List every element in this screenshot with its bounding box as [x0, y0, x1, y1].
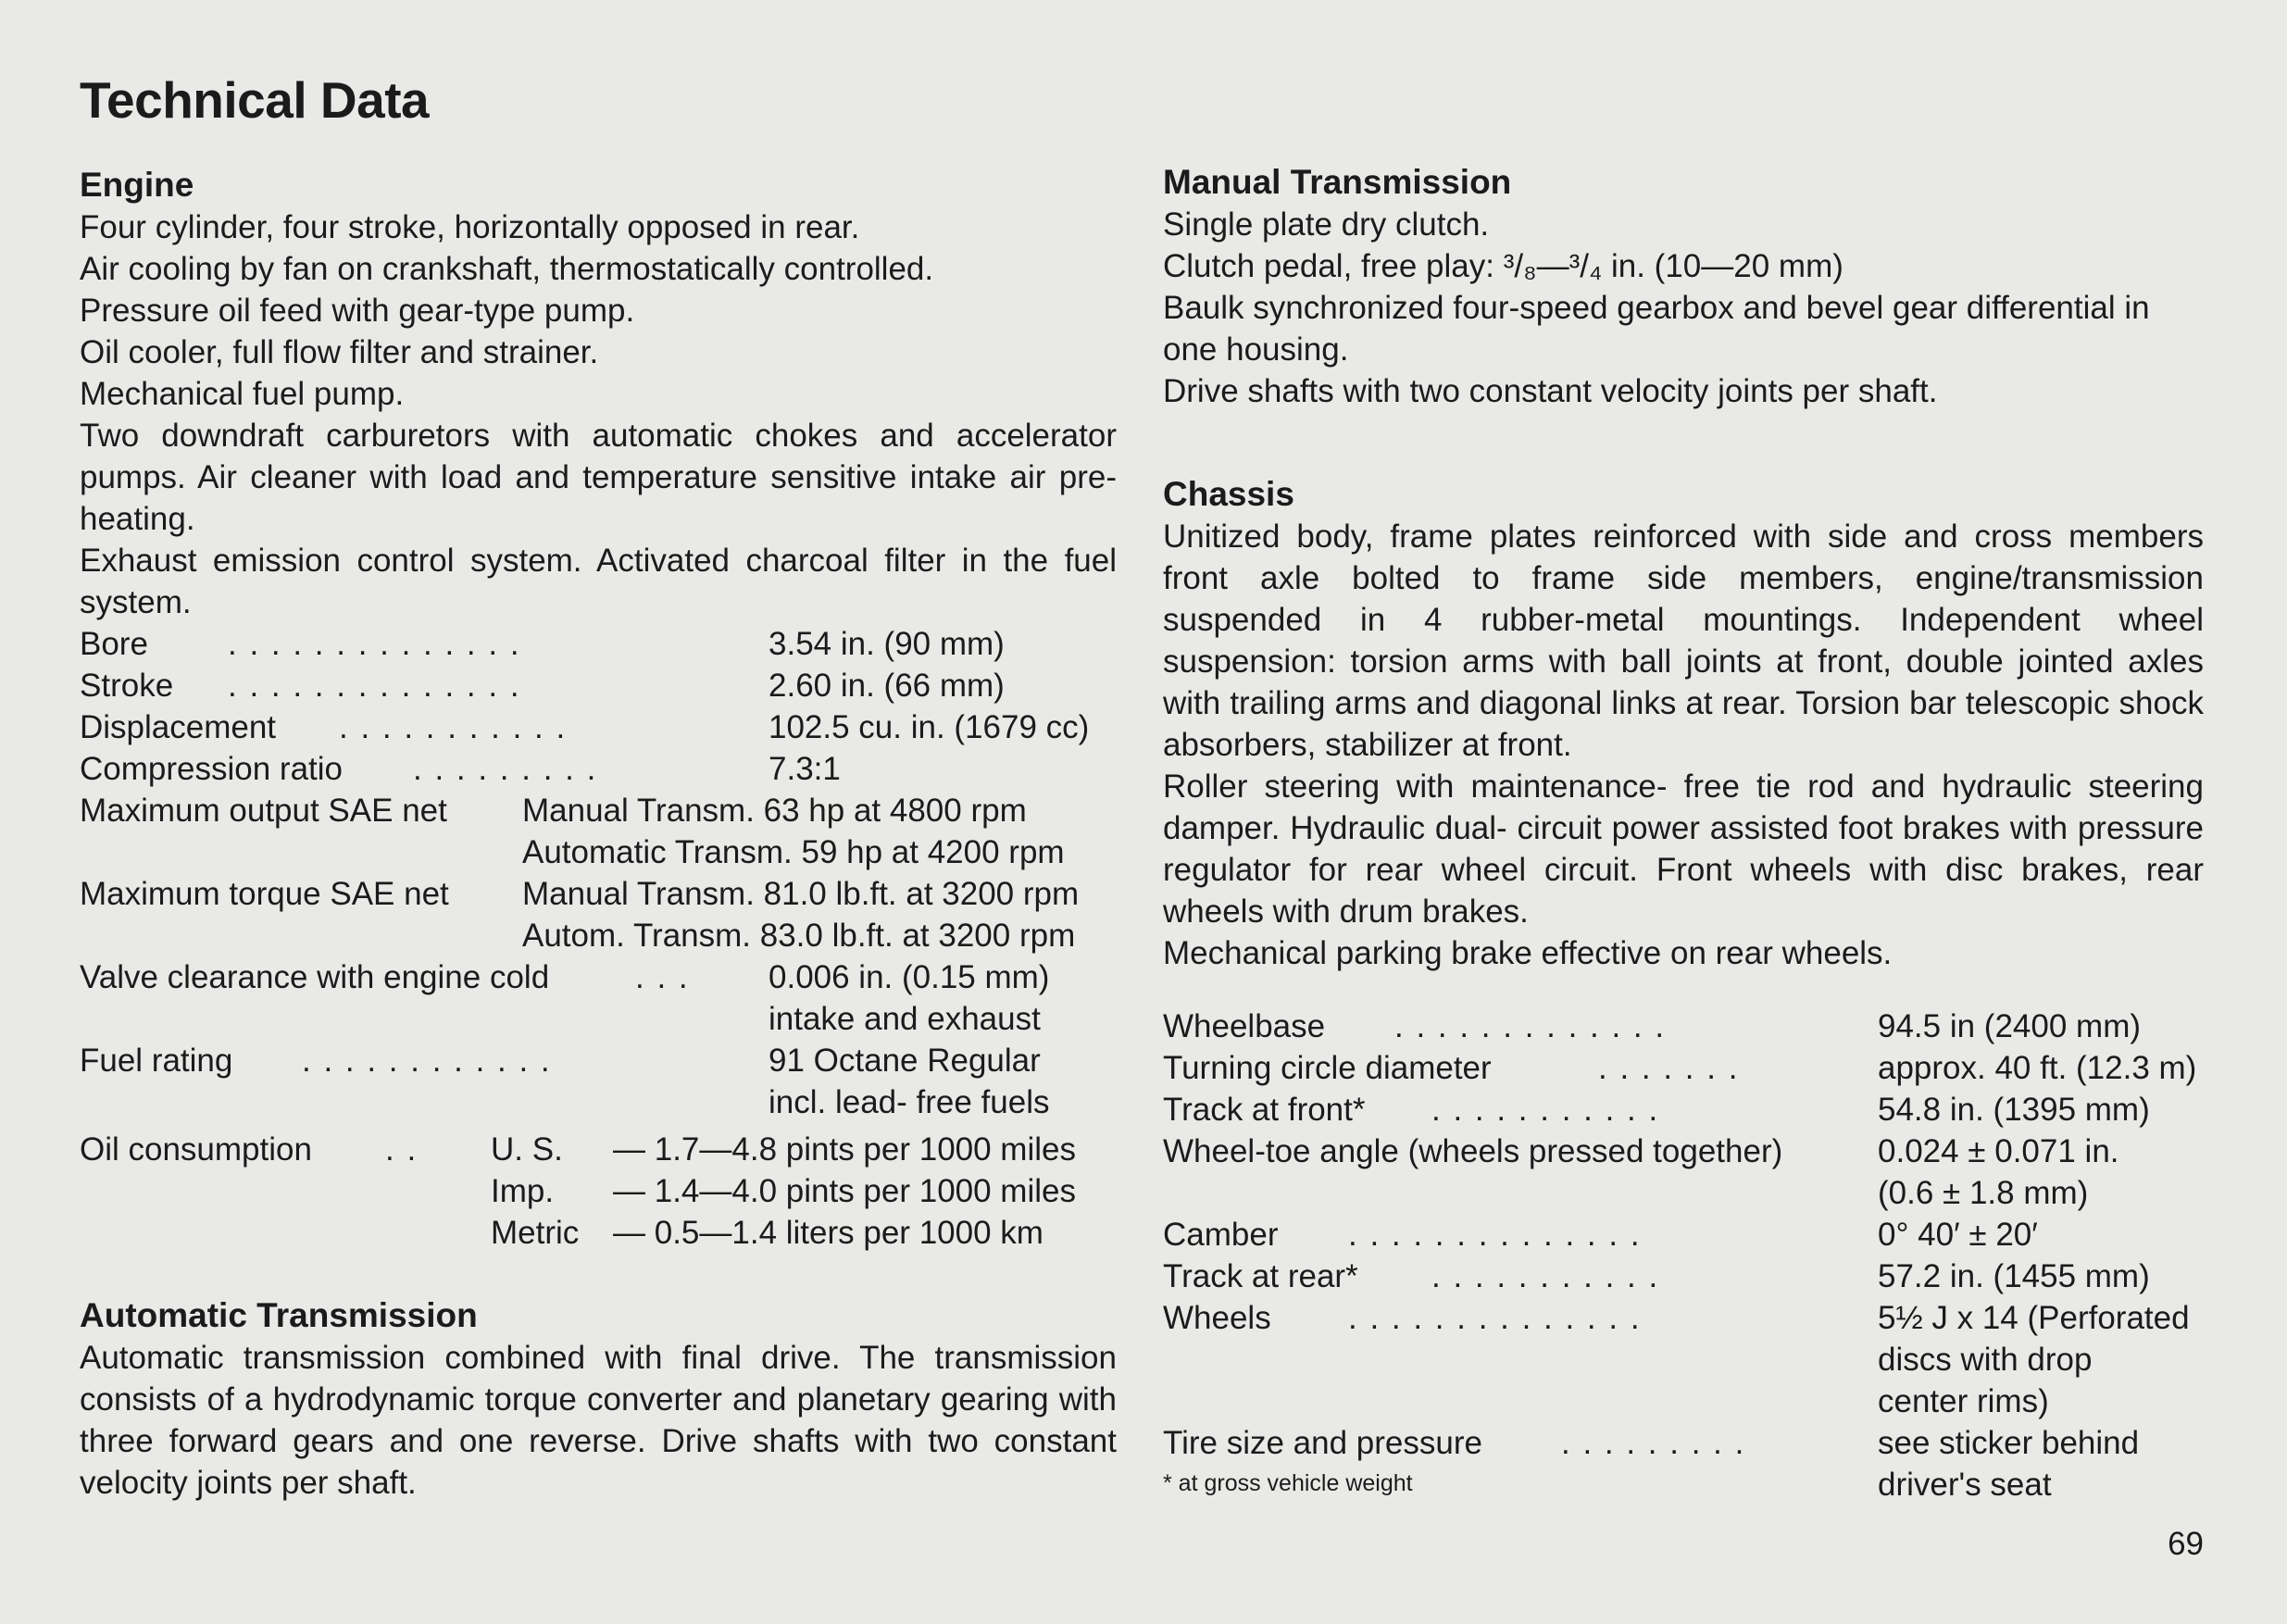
spec-bore [80, 623, 1117, 665]
spec-label: Wheel-toe angle (wheels pressed together) [1163, 1133, 1783, 1169]
engine-line: Pressure oil feed with gear-type pump. [80, 292, 635, 329]
leader-dots: . . . . . . . . . . . [1431, 1258, 1660, 1294]
spec-label: Compression ratio [80, 750, 343, 787]
leader-dots: . . . . . . . . . . . [339, 708, 568, 745]
right-column [1163, 161, 2204, 1505]
spec-torque-auto [80, 915, 1117, 956]
spec-unit: Metric [491, 1214, 580, 1251]
leader-dots: . . . [635, 958, 690, 995]
spec-unit: U. S. [491, 1131, 563, 1168]
spec-value: see sticker behind [1878, 1425, 2140, 1461]
spec-label: Track at front* [1163, 1092, 1366, 1128]
spec-output-auto [80, 831, 1117, 873]
leader-dots: . . . . . . . . . . . . . . [228, 667, 521, 704]
spacer [80, 1254, 1117, 1294]
spec-label: Maximum torque SAE net [80, 875, 449, 912]
leader-dots: . . . . . . . . . . . . . . [1348, 1217, 1642, 1253]
spec-compression [80, 748, 1117, 790]
engine-line: Oil cooler, full flow filter and strainer. [80, 333, 599, 370]
spec-label: Bore [80, 625, 148, 662]
spec-wheels-3 [1163, 1380, 2204, 1422]
automatic-transmission-heading: Automatic Transmission [80, 1295, 478, 1334]
manual-transmission-heading: Manual Transmission [1163, 163, 1512, 201]
chassis-heading: Chassis [1163, 475, 1294, 513]
spec-tire-2 [1163, 1464, 2204, 1505]
page-number: 69 [2168, 1526, 2204, 1562]
spec-wheelbase [1163, 1006, 2204, 1047]
spec-value: (0.6 ± 1.8 mm) [1878, 1175, 2089, 1211]
spec-camber [1163, 1214, 2204, 1255]
spec-torque [80, 873, 1117, 915]
spec-label: Turning circle diameter [1163, 1050, 1492, 1086]
spec-label: Oil consumption [80, 1131, 312, 1168]
spec-label: Camber [1163, 1217, 1279, 1253]
spec-value: 54.8 in. (1395 mm) [1878, 1092, 2150, 1128]
automatic-transmission-text: Automatic transmission combined with final drive. The transmission consists of a hydrodynamic torque converter and planetary gearing with three forward gears and one reverse. Drive shafts with two constant velocity joints per shaft. [80, 1339, 1117, 1501]
spec-value: 7.3:1 [769, 750, 841, 787]
spec-value: 0.006 in. (0.15 mm) [769, 958, 1050, 995]
spec-label: Fuel rating [80, 1042, 233, 1079]
spec-track-rear [1163, 1255, 2204, 1297]
spacer [1163, 412, 2204, 473]
spec-output [80, 790, 1117, 831]
spec-label: Maximum output SAE net [80, 792, 447, 829]
leader-dots: . . . . . . . . . . . . . . [228, 625, 521, 662]
spec-oil-imp [80, 1170, 1117, 1212]
spec-stroke [80, 665, 1117, 706]
spec-wheels [1163, 1297, 2204, 1339]
leader-dots: . . . . . . . . . . . . . . [1348, 1300, 1642, 1336]
spec-label: Wheels [1163, 1300, 1271, 1336]
spec-value: Manual Transm. 81.0 lb.ft. at 3200 rpm [522, 875, 1080, 912]
spec-oil-metric [80, 1212, 1117, 1254]
engine-paragraph: Two downdraft carburetors with automatic chokes and accelerator pumps. Air cleaner with load and temperature sensitive intake air pre-heating. [80, 417, 1117, 537]
spec-valve [80, 956, 1117, 998]
spec-value: 91 Octane Regular [769, 1042, 1041, 1079]
spec-value: Manual Transm. 63 hp at 4800 rpm [522, 792, 1027, 829]
manual-line: Single plate dry clutch. [1163, 206, 1490, 243]
spec-fuel-2 [80, 1081, 1117, 1123]
spec-value: center rims) [1878, 1383, 2049, 1419]
spec-oil [80, 1129, 1117, 1170]
spec-toe-2 [1163, 1172, 2204, 1214]
spec-value: 3.54 in. (90 mm) [769, 625, 1005, 662]
spec-value: approx. 40 ft. (12.3 m) [1878, 1050, 2197, 1086]
manual-line: Clutch pedal, free play: ³/₈—³/₄ in. (10—20 mm) [1163, 248, 1843, 284]
manual-line: Baulk synchronized four-speed gearbox and bevel gear differential in one housing. [1163, 290, 2150, 368]
spec-value: 0.024 ± 0.071 in. [1878, 1133, 2119, 1169]
spec-value: intake and exhaust [769, 1000, 1041, 1037]
spec-tire [1163, 1422, 2204, 1464]
spec-valve-2 [80, 998, 1117, 1040]
spec-label: Track at rear* [1163, 1258, 1358, 1294]
spec-value: — 1.7—4.8 pints per 1000 miles [613, 1131, 1076, 1168]
spacer [1163, 974, 2204, 1006]
leader-dots: . . [385, 1131, 419, 1168]
engine-heading: Engine [80, 165, 194, 204]
spec-value: 94.5 in (2400 mm) [1878, 1008, 2142, 1044]
spec-value: driver's seat [1878, 1467, 2052, 1503]
manual-line: Drive shafts with two constant velocity joints per shaft. [1163, 373, 1938, 409]
engine-line: Mechanical fuel pump. [80, 375, 405, 412]
left-column [80, 72, 1117, 1504]
spec-value: — 0.5—1.4 liters per 1000 km [613, 1214, 1044, 1251]
spec-label: Wheelbase [1163, 1008, 1326, 1044]
spec-value: Autom. Transm. 83.0 lb.ft. at 3200 rpm [522, 917, 1076, 954]
footnote: * at gross vehicle weight [1163, 1470, 1413, 1496]
engine-line: Air cooling by fan on crankshaft, thermostatically controlled. [80, 250, 934, 287]
leader-dots: . . . . . . . . . [1561, 1425, 1746, 1461]
leader-dots: . . . . . . . . . [413, 750, 598, 787]
spec-value: incl. lead- free fuels [769, 1083, 1050, 1120]
spec-label: Stroke [80, 667, 174, 704]
spec-value: 0° 40′ ± 20′ [1878, 1217, 2038, 1253]
spec-turning-circle [1163, 1047, 2204, 1089]
leader-dots: . . . . . . . . . . . [1431, 1092, 1660, 1128]
spec-label: Tire size and pressure [1163, 1425, 1482, 1461]
spec-value: 57.2 in. (1455 mm) [1878, 1258, 2150, 1294]
engine-line: Four cylinder, four stroke, horizontally opposed in rear. [80, 208, 860, 245]
leader-dots: . . . . . . . . . . . . [302, 1042, 552, 1079]
spec-fuel [80, 1040, 1117, 1081]
spec-value: 5½ J x 14 (Perforated [1878, 1300, 2190, 1336]
spec-toe [1163, 1131, 2204, 1172]
engine-paragraph: Exhaust emission control system. Activated charcoal filter in the fuel system. [80, 542, 1117, 620]
chassis-paragraph: Mechanical parking brake effective on rear wheels. [1163, 935, 1893, 971]
spec-unit: Imp. [491, 1172, 555, 1209]
spec-value: Automatic Transm. 59 hp at 4200 rpm [522, 833, 1065, 870]
chassis-paragraph: Unitized body, frame plates reinforced with side and cross members front axle bolted to frame side members, engine/transmission suspended in 4 rubber-metal mountings. Independent wheel suspension: torsion arms with ball joints at front, double jointed axles with trailing arms and diagonal links at rear. Torsion bar telescopic shock absorbers, stabilizer at front. [1163, 518, 2204, 763]
spec-label: Valve clearance with engine cold [80, 958, 550, 995]
spec-displacement [80, 706, 1117, 748]
leader-dots: . . . . . . . [1598, 1050, 1740, 1086]
page-title: Technical Data [80, 71, 430, 129]
chassis-paragraph: Roller steering with maintenance- free tie rod and hydraulic steering damper. Hydraulic dual- circuit power assisted foot brakes with pressure regulator for rear wheel circuit. Front wheels with disc brakes, rear wheels with drum brakes. [1163, 768, 2204, 930]
spec-label: Displacement [80, 708, 277, 745]
spec-track-front [1163, 1089, 2204, 1131]
spec-wheels-2 [1163, 1339, 2204, 1380]
spec-value: 2.60 in. (66 mm) [769, 667, 1005, 704]
spec-value: 102.5 cu. in. (1679 cc) [769, 708, 1090, 745]
leader-dots: . . . . . . . . . . . . . [1394, 1008, 1667, 1044]
spec-value: discs with drop [1878, 1342, 2093, 1378]
spec-value: — 1.4—4.0 pints per 1000 miles [613, 1172, 1076, 1209]
